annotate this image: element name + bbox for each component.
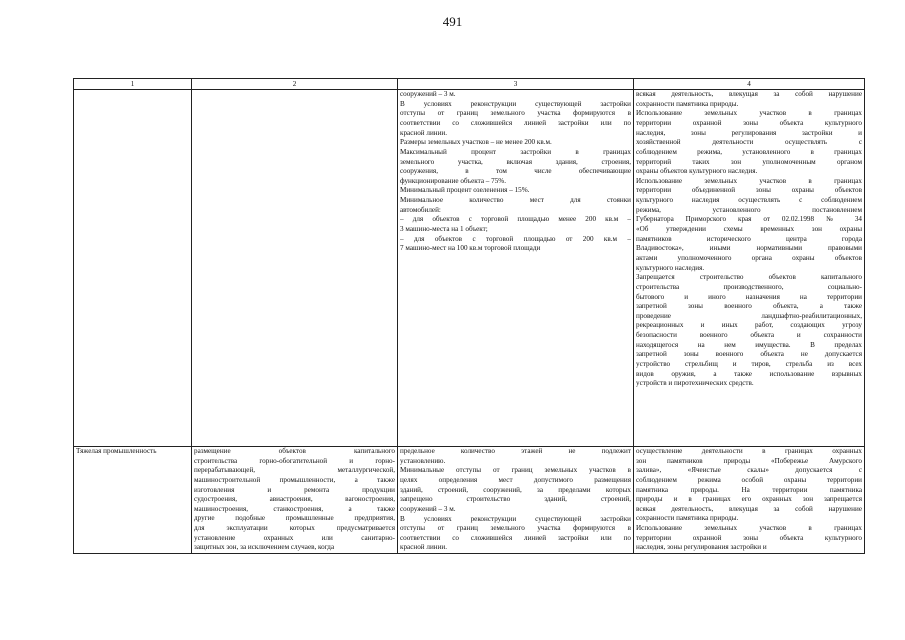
text-line: устройство стрельбищ и тиров, стрельба из всех	[636, 359, 862, 368]
text-line: культурного наследия.	[636, 263, 705, 272]
column-number-3: 3	[398, 79, 634, 90]
text-line: изготовления и ремонта продукции	[194, 485, 395, 494]
text-line: сооружений – 3 м.	[400, 504, 456, 513]
text-line: наследия, зоны регулирования застройки и	[636, 543, 767, 552]
text-line: другие подобные промышленные предприятия,	[194, 514, 395, 523]
cell-zone-name	[74, 90, 192, 447]
text-line: «Об утверждении схемы временных зон охраны	[636, 225, 862, 233]
text-line: соблюдением режима, установленного в границах	[636, 147, 862, 156]
text-line: В условиях реконструкции существующей застройки	[400, 514, 631, 523]
text-line: природы и в границах его охранных зон запрещается	[636, 495, 862, 504]
page-number: 491	[442, 14, 463, 29]
text-line: культурного наследия осуществлять с соблюдением	[636, 196, 862, 205]
text-line: режима, установленного постановлением	[636, 205, 862, 214]
text-line: судостроения, авиастроения, вагоностроения,	[194, 495, 395, 504]
text-line: Запрещается строительство объектов капитального	[636, 273, 862, 282]
text-line: 7 машино-мест на 100 кв.м торговой площади	[400, 244, 541, 253]
text-line: целях определения мест допустимого размещения	[400, 475, 631, 484]
text-line: всякая деятельность, влекущая за собой нарушение	[636, 90, 862, 98]
text-line: 3 машино-места на 1 объект;	[400, 225, 488, 234]
cell-restrictions	[634, 447, 865, 554]
text-line: запретной зоны военного объекта, а также	[636, 302, 862, 311]
text-line: Минимальный процент озеленения – 15%.	[400, 186, 530, 195]
text-line: территорий таких зон уполномоченным органом	[636, 157, 862, 166]
text-line: установление охранных или санитарно-	[194, 533, 395, 542]
text-line: сооружений – 3 м.	[400, 90, 456, 98]
text-line: – для объектов с торговой площадью менее 200 кв.м –	[400, 215, 631, 224]
text-line: территории объединенной зоны охраны объектов	[636, 186, 862, 195]
text-line: всякая деятельность, влекущая за собой нарушение	[636, 504, 862, 513]
text-line: памятника природы. На территории памятника	[636, 485, 862, 494]
text-line: Использование земельных участков в границах	[636, 109, 862, 118]
text-line: сохранности памятника природы.	[636, 99, 739, 108]
text-line: Тяжелая промышленность	[76, 447, 157, 455]
text-line: размещение объектов капитального	[194, 447, 395, 455]
text-line: сохранности памятника природы.	[636, 514, 739, 523]
text-line: сооружения, в том числе обеспечивающие	[400, 167, 631, 176]
text-line: хозяйственной деятельности осуществлять с	[636, 138, 862, 147]
table-row	[74, 90, 865, 447]
text-line: Минимальное количество мест для стоянки	[400, 196, 631, 205]
cell-restrictions	[634, 90, 865, 447]
text-line: соблюдением режима особой охраны территории	[636, 475, 862, 484]
text-line: актами уполномоченного органа охраны объектов	[636, 253, 862, 262]
text-line: Губернатора Приморского края от 02.02.1998 № 34	[636, 215, 862, 224]
text-line: В условиях реконструкции существующей застройки	[400, 99, 631, 108]
cell-zone-name	[74, 447, 192, 554]
column-number-2: 2	[192, 79, 398, 90]
text-line: красной линии.	[400, 543, 448, 552]
column-number-1: 1	[74, 79, 192, 90]
text-line: машиностроения, станкостроения, а также	[194, 504, 395, 513]
text-line: устройств и пиротехнических средств.	[636, 379, 754, 388]
text-line: находящегося на нем имущества. В пределах	[636, 340, 862, 349]
text-line: запрещено строительство зданий, строений,	[400, 495, 631, 504]
text-line: зданий, строений, сооружений, за пределами которых	[400, 485, 631, 494]
text-line: соответствии со сложившейся линией застройки или по	[400, 118, 631, 127]
text-line: автомобилей:	[400, 205, 441, 214]
text-line: видов оружия, а также использование взрывных	[636, 369, 862, 378]
text-line: Использование земельных участков в границах	[636, 176, 862, 185]
text-line: защитных зон, за исключением случаев, когда	[194, 543, 335, 552]
table-row	[74, 447, 865, 554]
text-line: рекреационных и иных работ, создающих угрозу	[636, 321, 862, 330]
text-line: зон памятников природы «Побережье Амурского	[636, 456, 862, 465]
text-line: наследия, зоны регулирования застройки и	[636, 128, 862, 137]
text-line: Размеры земельных участков – не менее 200 кв.м.	[400, 138, 552, 147]
text-line: безопасности военного объекта и сохранности	[636, 331, 862, 340]
cell-permitted-use	[192, 90, 398, 447]
column-number-row	[74, 79, 865, 90]
text-line: – для объектов с торговой площадью от 200 кв.м –	[400, 234, 631, 243]
text-line: перерабатывающей, металлургической,	[194, 466, 395, 475]
text-line: для эксплуатации которых предусматривается	[194, 524, 395, 533]
text-line: отступы от границ земельного участка формируются в	[400, 109, 631, 118]
text-line: предельное количество этажей не подлежит	[400, 447, 631, 455]
text-line: соответствии со сложившейся линией застройки или по	[400, 533, 631, 542]
text-line: Использование земельных участков в границах	[636, 524, 862, 533]
text-line: залива», «Ячеистые скалы» допускается с	[636, 466, 862, 475]
text-line: охраны объектов культурного наследия.	[636, 167, 758, 176]
text-line: функционирование объекта – 75%.	[400, 176, 507, 185]
text-line: Владивостока», иными нормативными правовыми	[636, 244, 862, 253]
text-line: отступы от границ земельного участка формируются в	[400, 524, 631, 533]
cell-parameters	[398, 447, 634, 554]
text-line: Минимальные отступы от границ земельных участков в	[400, 466, 631, 475]
text-line: строительства производственного, социально-	[636, 282, 862, 291]
text-line: машиностроительной промышленности, а также	[194, 475, 395, 484]
text-line: запретной зоны военного объекта не допускается	[636, 350, 862, 359]
text-line: осуществление деятельности в границах охранных	[636, 447, 862, 455]
text-line: строительства горно-обогатительной и горно-	[194, 456, 395, 465]
cell-parameters	[398, 90, 634, 447]
column-number-4: 4	[634, 79, 865, 90]
text-line: территории охранной зоны объекта культурного	[636, 118, 862, 127]
regulations-table	[73, 78, 865, 554]
text-line: земельного участка, включая здания, строения,	[400, 157, 631, 166]
text-line: красной линии.	[400, 128, 448, 137]
text-line: проведение ландшафтно-реабилитационных,	[636, 311, 862, 320]
text-line: установлению.	[400, 456, 446, 465]
text-line: памятников исторического центра города	[636, 234, 862, 243]
text-line: территории охранной зоны объекта культурного	[636, 533, 862, 542]
text-line: бытового и иного назначения на территории	[636, 292, 862, 301]
text-line: Максимальный процент застройки в границах	[400, 147, 631, 156]
cell-permitted-use	[192, 447, 398, 554]
